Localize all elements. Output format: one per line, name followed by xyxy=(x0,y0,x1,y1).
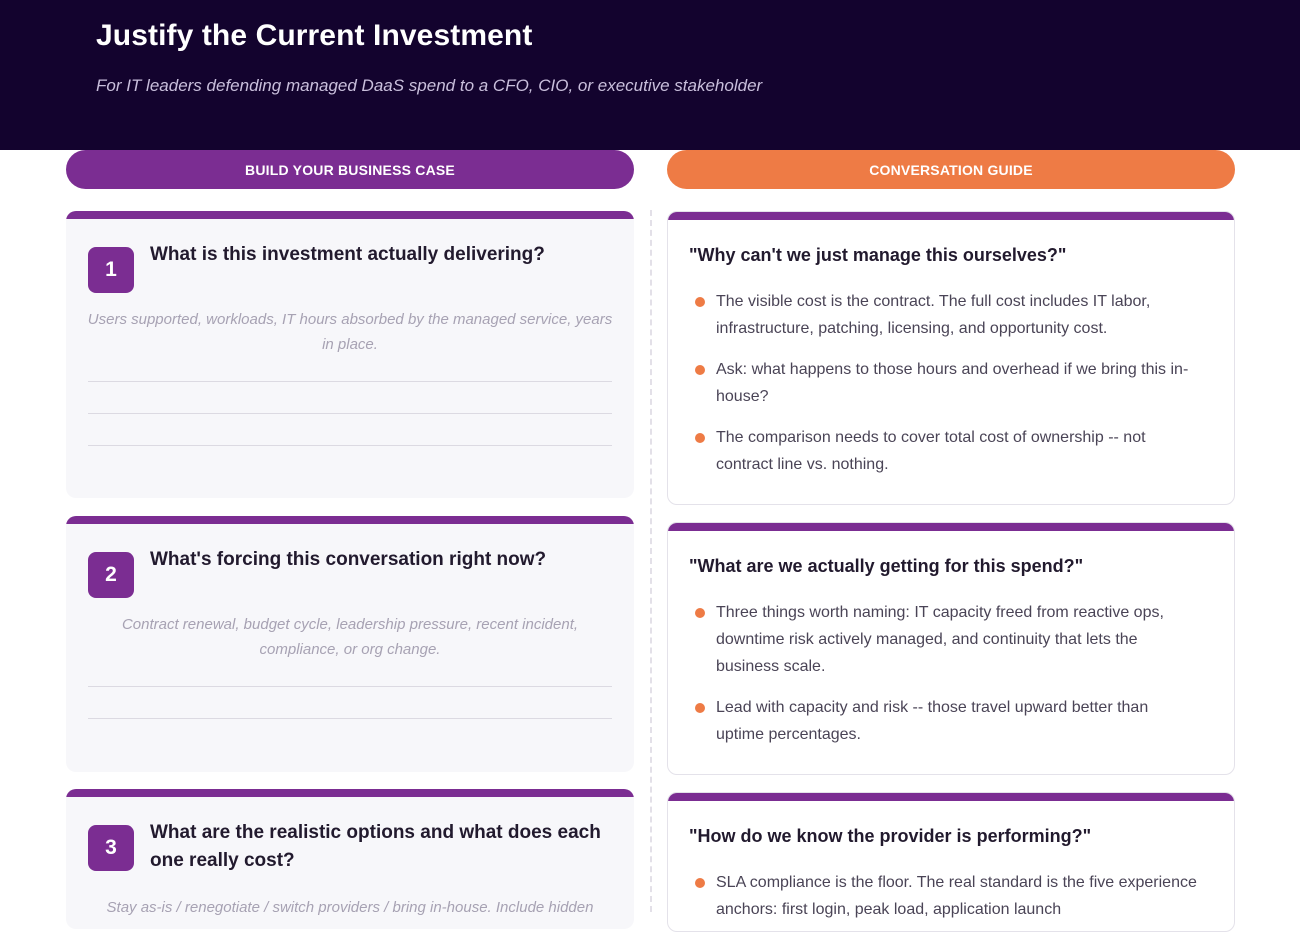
question-hint: Users supported, workloads, IT hours absorbed by the managed service, years in place. xyxy=(87,311,613,353)
answer-line[interactable] xyxy=(88,718,612,719)
card-accent-bar xyxy=(66,789,634,797)
card-accent-bar xyxy=(66,211,634,219)
card-accent-bar xyxy=(668,523,1234,531)
answer-line[interactable] xyxy=(88,686,612,687)
tab-conversation-guide[interactable]: CONVERSATION GUIDE xyxy=(667,150,1235,189)
guide-bullet: SLA compliance is the floor. The real standard is the five experience anchors: first login, peak load, application launch xyxy=(689,869,1198,923)
bullet-dot-icon xyxy=(695,703,705,713)
card-accent-bar xyxy=(66,516,634,524)
guide-question: "Why can't we just manage this ourselves?" xyxy=(689,245,1067,265)
guide-bullet: Lead with capacity and risk -- those travel upward better than uptime percentages. xyxy=(689,694,1198,748)
answer-line[interactable] xyxy=(88,413,612,414)
bullet-dot-icon xyxy=(695,608,705,618)
tab-build-business-case[interactable]: BUILD YOUR BUSINESS CASE xyxy=(66,150,634,189)
question-number-badge: 1 xyxy=(88,247,134,293)
question-hint: Contract renewal, budget cycle, leadership pressure, recent incident, compliance, or org change. xyxy=(121,616,579,658)
bullet-dot-icon xyxy=(695,878,705,888)
guide-bullet: Ask: what happens to those hours and overhead if we bring this in-house? xyxy=(689,356,1198,410)
question-number-badge: 2 xyxy=(88,552,134,598)
guide-bullet: The visible cost is the contract. The full cost includes IT labor, infrastructure, patching, licensing, and opportunity cost. xyxy=(689,288,1198,342)
column-divider xyxy=(650,210,652,912)
page-title: Justify the Current Investment xyxy=(96,19,533,52)
answer-line[interactable] xyxy=(88,445,612,446)
question-number-badge: 3 xyxy=(88,825,134,871)
question-card-1 xyxy=(66,211,634,498)
question-card-2 xyxy=(66,516,634,772)
guide-bullet: The comparison needs to cover total cost of ownership -- not contract line vs. nothing. xyxy=(689,424,1198,478)
guide-card-2 xyxy=(667,522,1235,775)
question-title: What are the realistic options and what does each one really cost? xyxy=(150,822,601,871)
answer-line[interactable] xyxy=(88,381,612,382)
bullet-dot-icon xyxy=(695,297,705,307)
bullet-dot-icon xyxy=(695,365,705,375)
question-title: What's forcing this conversation right now? xyxy=(150,549,547,570)
question-title: What is this investment actually delivering? xyxy=(150,244,545,265)
card-accent-bar xyxy=(668,793,1234,801)
guide-bullet-list xyxy=(689,288,1198,492)
bullet-dot-icon xyxy=(695,433,705,443)
card-accent-bar xyxy=(668,212,1234,220)
guide-bullet-list xyxy=(689,599,1198,762)
guide-bullet-list xyxy=(689,869,1198,932)
guide-card-1 xyxy=(667,211,1235,505)
question-card-3 xyxy=(66,789,634,929)
guide-question: "How do we know the provider is performing?" xyxy=(689,826,1092,846)
guide-card-3 xyxy=(667,792,1235,932)
page-header xyxy=(0,0,1300,150)
question-hint: Stay as-is / renegotiate / switch providers / bring in-house. Include hidden xyxy=(106,899,594,916)
guide-bullet: Three things worth naming: IT capacity freed from reactive ops, downtime risk actively managed, and continuity that lets the business scale. xyxy=(689,599,1198,680)
guide-question: "What are we actually getting for this spend?" xyxy=(689,556,1084,576)
page-subtitle: For IT leaders defending managed DaaS spend to a CFO, CIO, or executive stakeholder xyxy=(96,76,763,95)
